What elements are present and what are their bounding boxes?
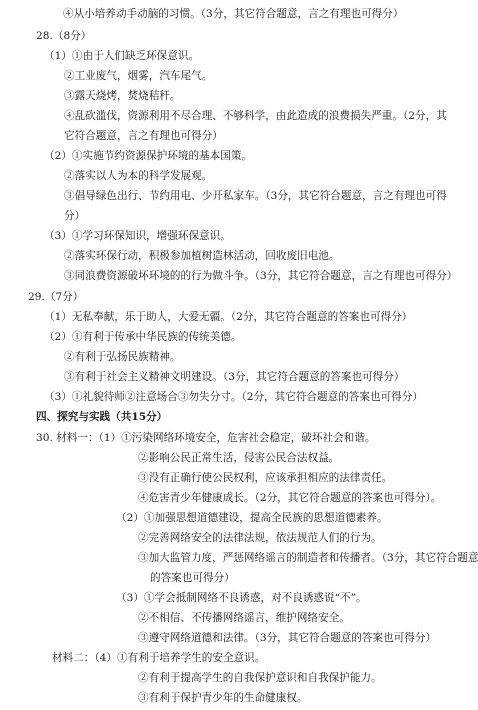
text-line: （3）①学会抵制网络不良诱惑，对不良诱惑说“不”。 xyxy=(116,592,367,604)
text-line: ④乱砍滥伐，资源利用不尽合理、不够科学，由此造成的浪费损失严重。（2分，其 xyxy=(64,110,447,122)
text-line: ③没有正确行使公民权利，应该承担相应的法律责任。 xyxy=(138,472,393,484)
text-line: （2）①加强思想道德建设，提高全民族的思想道德素养。 xyxy=(116,512,388,524)
text-line: （3）①学习环保知识，增强环保意识。 xyxy=(44,230,231,242)
question-heading: 29.（7分） xyxy=(28,291,84,303)
text-line: ④危害青少年健康成长。（2分，其它符合题意的答案也可得分）。 xyxy=(138,492,442,504)
text-line: 的答案也可得分） xyxy=(150,572,235,584)
text-line: ③倡导绿色出行、节约用电、少开私家车。（3分，其它符合题意，言之有理也可得 xyxy=(64,190,447,202)
text-line: ③遵守网络道德和法律。（3分，其它符合题意的答案也可得分） xyxy=(138,632,437,644)
text-line: ②工业废气，烟雾，汽车尾气。 xyxy=(64,70,213,82)
text-line: ②落实环保行动，积极参加植树造林活动，回收废旧电池。 xyxy=(64,250,340,262)
text-line: ②落实以人为本的科学发展观。 xyxy=(64,170,213,182)
text-line: ③同浪费资源破坏环境的的行为做斗争。（3分，其它符合题意，言之有理也可得分） xyxy=(64,270,458,282)
text-line: ③加大监管力度，严惩网络谣言的制造者和传播者。（3分，其它符合题意 xyxy=(138,552,478,564)
text-line: ④从小培养动手动脑的习惯。（3分，其它符合题意，言之有理也可得分） xyxy=(63,8,404,20)
text-line: ②有利于弘扬民族精神。 xyxy=(64,351,181,363)
text-line: 分） xyxy=(64,210,86,222)
text-line: ②有利于提高学生的自我保护意识和自我保护能力。 xyxy=(138,672,382,684)
text-line: ②不相信、不传播网络谣言，维护网络安全。 xyxy=(138,612,350,624)
text-line: ②影响公民正常生活，侵害公民合法权益。 xyxy=(138,452,340,464)
text-line: ②完善网络安全的法律法规，依法规范人们的行为。 xyxy=(138,532,382,544)
text-line: （2）①有利于传承中华民族的传统美德。 xyxy=(44,331,242,343)
text-line: （1）无私奉献，乐于助人，大爱无疆。（2分，其它符合题意的答案也可得分） xyxy=(44,311,413,323)
text-line: ③有利于社会主义精神文明建设。（3分，其它符合题意的答案也可得分） xyxy=(64,371,405,383)
text-line: ③有利于保护青少年的生命健康权。 xyxy=(138,692,308,704)
text-line: （3）①礼貌待师②注意场合③勿失分寸。（2分，其它符合题意的答案也可得分） xyxy=(44,391,423,403)
text-line: （1）①由于人们缺乏环保意识。 xyxy=(44,50,200,62)
text-line: 材料二：（4）①有利于培养学生的安全意识。 xyxy=(52,652,266,664)
text-line: 它符合题意，言之有理也可得分） xyxy=(64,130,223,142)
question-heading: 28.（8分） xyxy=(36,30,92,42)
text-line: ③露天烧烤，焚烧秸秆。 xyxy=(64,90,181,102)
question-heading: 30. 材料一：（1）①污染网络环境安全，危害社会稳定，破坏社会和谐。 xyxy=(36,432,376,444)
section-heading: 四、探究与实践（共15分） xyxy=(36,411,168,423)
text-line: （2）①实施节约资源保护环境的基本国策。 xyxy=(44,150,253,162)
